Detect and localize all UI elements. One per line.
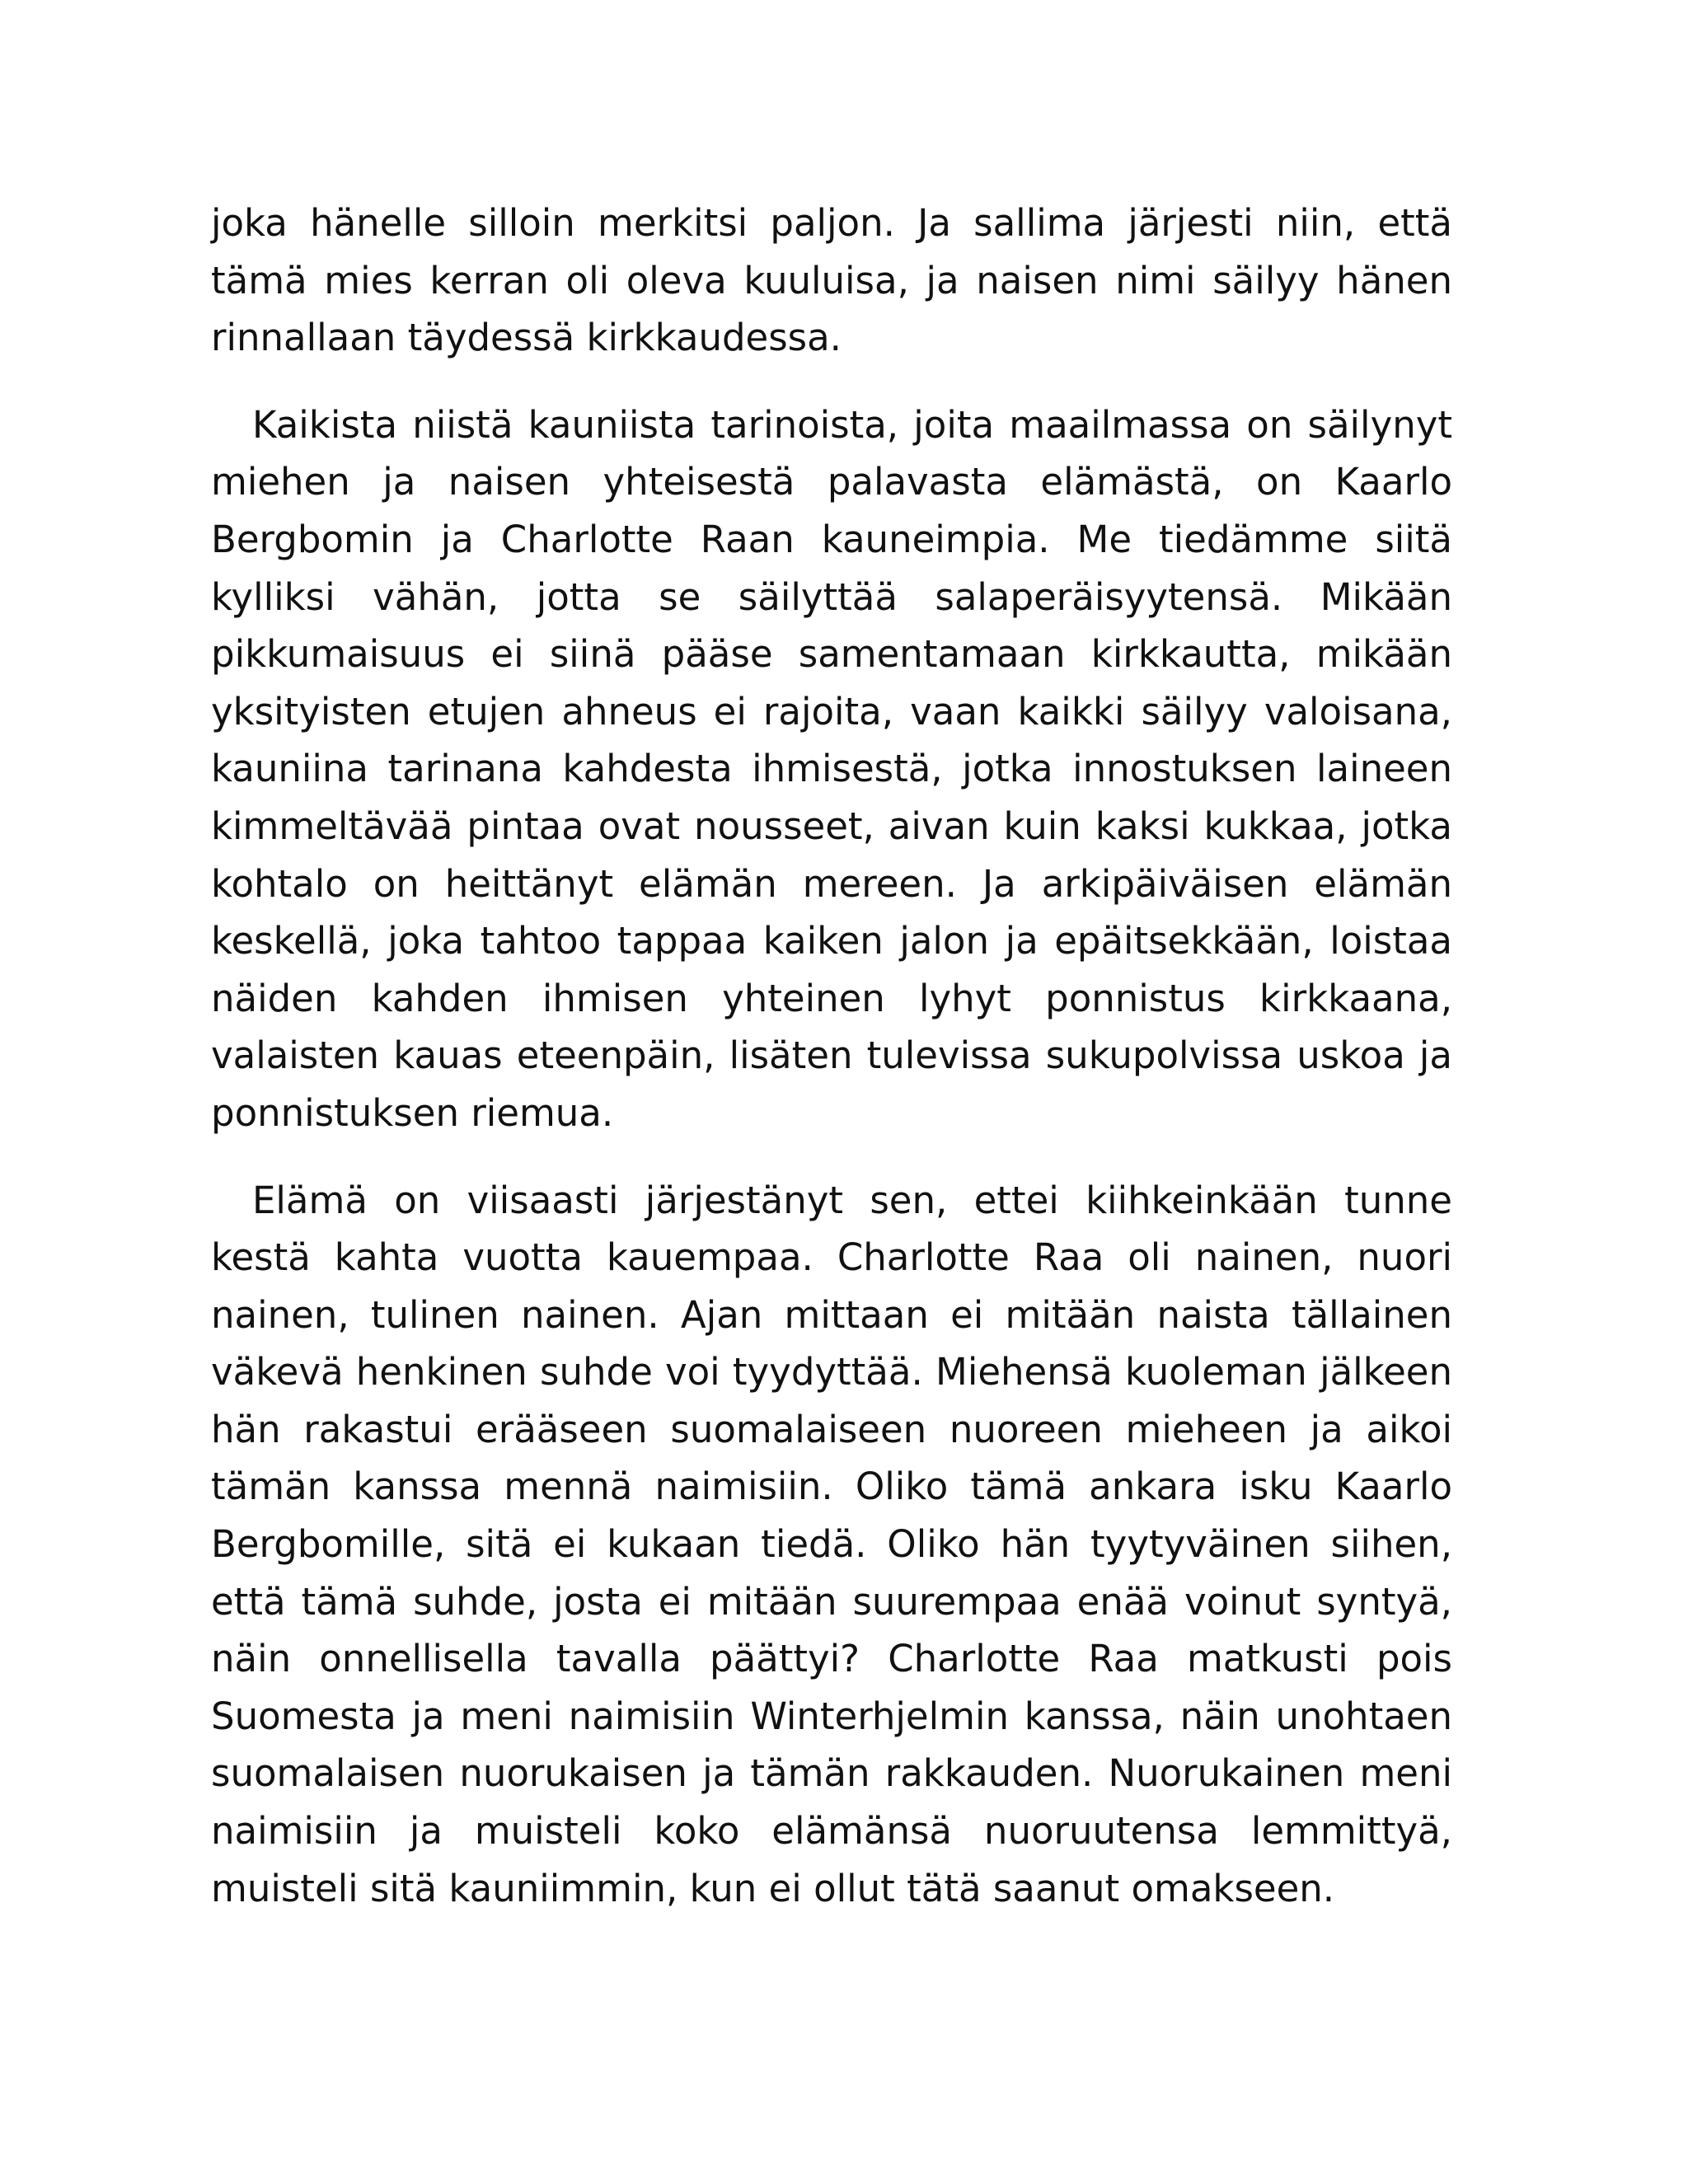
paragraph-3: Elämä on viisaasti järjestänyt sen, ettei kiihkeinkään tunne kestä kahta vuotta kauempaa. Charlotte Raa oli nainen, nuori nainen, tulinen nainen. Ajan mittaan ei mitään naista tällainen väkevä henkinen suhde voi tyydyttää. Miehensä kuoleman jälkeen hän rakastui erääseen suomalaiseen nuoreen mieheen ja aikoi tämän kanssa mennä naimisiin. Oliko tämä ankara isku Kaarlo Bergbomille, sitä ei kukaan tiedä. Oliko hän tyytyväinen siihen, että tämä suhde, josta ei mitään suurempaa enää voinut syntyä, näin onnellisella tavalla päättyi? Charlotte Raa matkusti pois Suomesta ja meni naimisiin Winterhjelmin kanssa, näin unohtaen suomalaisen nuorukaisen ja tämän rakkauden. Nuorukainen meni naimisiin ja muisteli koko elämänsä nuoruutensa lemmittyä, muisteli sitä kauniimmin, kun ei ollut tätä saanut omakseen.: [211, 1178, 1452, 1910]
body-text: [211, 194, 1452, 1947]
paragraph-2: Kaikista niistä kauniista tarinoista, joita maailmassa on säilynyt miehen ja naisen yhteisestä palavasta elämästä, on Kaarlo Bergbomin ja Charlotte Raan kauneimpia. Me tiedämme siitä kylliksi vähän, jotta se säilyttää salaperäisyytensä. Mikään pikkumaisuus ei siinä pääse samentamaan kirkkautta, mikään yksityisten etujen ahneus ei rajoita, vaan kaikki säilyy valoisana, kauniina tarinana kahdesta ihmisestä, jotka innostuksen laineen kimmeltävää pintaa ovat nousseet, aivan kuin kaksi kukkaa, jotka kohtalo on heittänyt elämän mereen. Ja arkipäiväisen elämän keskellä, joka tahtoo tappaa kaiken jalon ja epäitsekkään, loistaa näiden kahden ihmisen yhteinen lyhyt ponnistus kirkkaana, valaisten kauas eteenpäin, lisäten tulevissa sukupolvissa uskoa ja ponnistuksen riemua.: [211, 402, 1452, 1135]
paragraph-1: joka hänelle silloin merkitsi paljon. Ja sallima järjesti niin, että tämä mies kerran oli oleva kuuluisa, ja naisen nimi säilyy hänen rinnallaan täydessä kirkkaudessa.: [211, 201, 1452, 360]
